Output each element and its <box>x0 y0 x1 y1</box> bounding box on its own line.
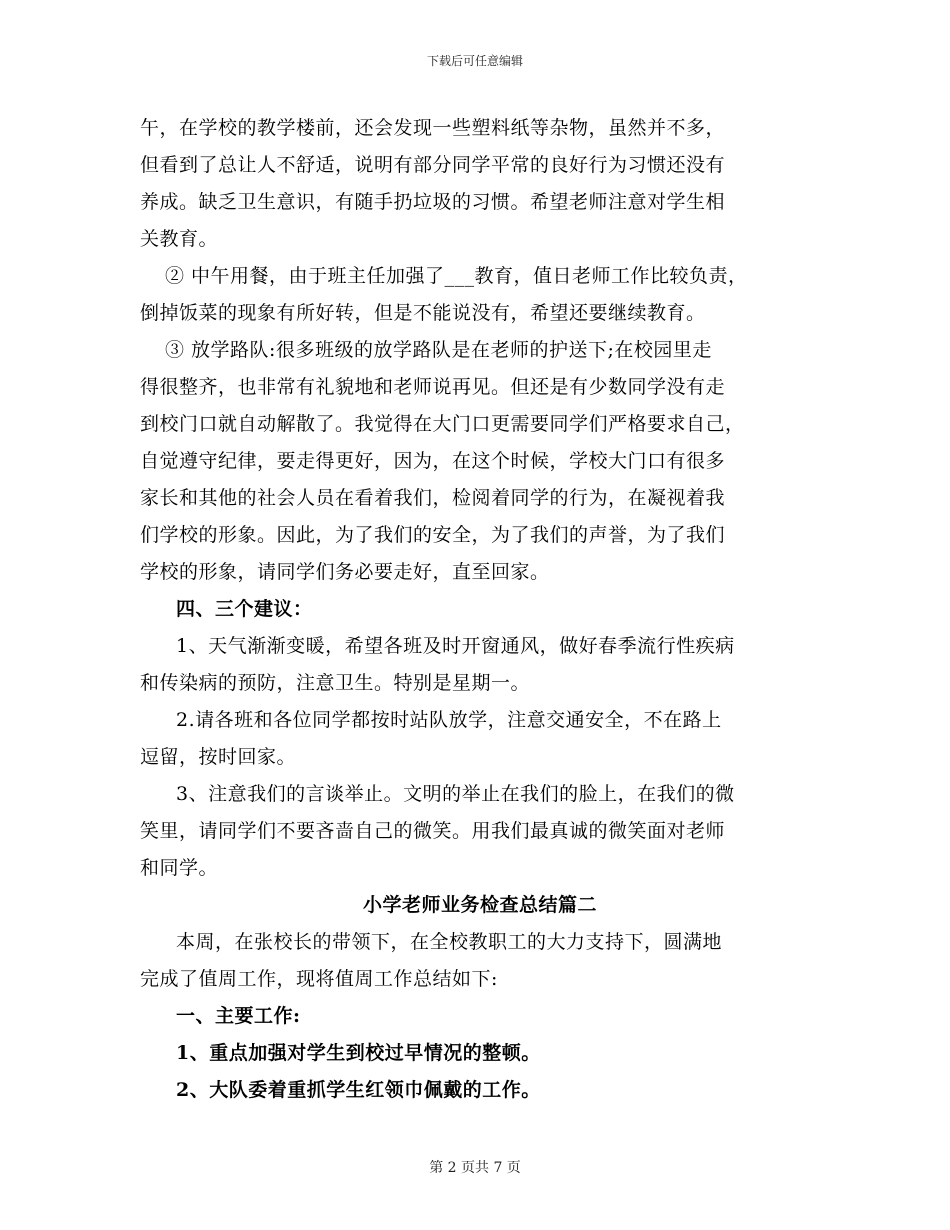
page-footer: 第 2 页共 7 页 <box>429 1160 521 1176</box>
paragraph-line: 得很整齐，也非常有礼貌地和老师说再见。但还是有少数同学没有走 <box>140 376 726 398</box>
paragraph-line: 3、注意我们的言谈举止。文明的举止在我们的脸上，在我们的微 <box>176 783 735 805</box>
paragraph-line: 和同学。 <box>140 857 219 879</box>
paragraph-line: 们学校的形象。因此，为了我们的安全，为了我们的声誉，为了我们 <box>140 524 726 546</box>
list-item: 1、重点加强对学生到校过早情况的整顿。 <box>176 1042 541 1064</box>
paragraph-line: ③ 放学路队:很多班级的放学路队是在老师的护送下;在校园里走 <box>165 339 712 361</box>
paragraph-line: 本周，在张校长的带领下，在全校教职工的大力支持下，圆满地 <box>176 931 723 953</box>
paragraph-line: 到校门口就自动解散了。我觉得在大门口更需要同学们严格要求自己， <box>140 413 745 435</box>
paragraph-line: 养成。缺乏卫生意识，有随手扔垃圾的习惯。希望老师注意对学生相 <box>140 191 726 213</box>
paragraph-line: 关教育。 <box>140 228 219 250</box>
paragraph-line: 自觉遵守纪律，要走得更好，因为，在这个时候，学校大门口有很多 <box>140 450 726 472</box>
paragraph-line: 逗留，按时回家。 <box>140 746 297 768</box>
paragraph-line: ② 中午用餐，由于班主任加强了___教育，值日老师工作比较负责， <box>165 265 748 287</box>
paragraph-line: 和传染病的预防，注意卫生。特别是星期一。 <box>140 672 531 694</box>
paragraph-line: 笑里，请同学们不要吝啬自己的微笑。用我们最真诚的微笑面对老师 <box>140 820 726 842</box>
paragraph-line: 1、天气渐渐变暖，希望各班及时开窗通风，做好春季流行性疾病 <box>176 635 735 657</box>
paragraph-line: 倒掉饭菜的现象有所好转，但是不能说没有，希望还要继续教育。 <box>140 302 706 324</box>
document-title: 小学老师业务检查总结篇二 <box>362 894 597 916</box>
paragraph-line: 午，在学校的教学楼前，还会发现一些塑料纸等杂物，虽然并不多， <box>140 117 726 139</box>
paragraph-line: 但看到了总让人不舒适，说明有部分同学平常的良好行为习惯还没有 <box>140 154 726 176</box>
paragraph-line: 家长和其他的社会人员在看着我们，检阅着同学的行为，在凝视着我 <box>140 487 726 509</box>
paragraph-line: 学校的形象，请同学们务必要走好，直至回家。 <box>140 561 550 583</box>
section-heading: 一、主要工作: <box>176 1005 301 1027</box>
paragraph-line: 2.请各班和各位同学都按时站队放学，注意交通安全，不在路上 <box>176 709 722 731</box>
paragraph-line: 完成了值周工作，现将值周工作总结如下: <box>140 968 498 990</box>
section-heading: 四、三个建议： <box>176 598 313 620</box>
page-header: 下载后可任意编辑 <box>426 54 523 68</box>
document-body <box>140 110 820 1109</box>
list-item: 2、大队委着重抓学生红领巾佩戴的工作。 <box>176 1079 541 1101</box>
